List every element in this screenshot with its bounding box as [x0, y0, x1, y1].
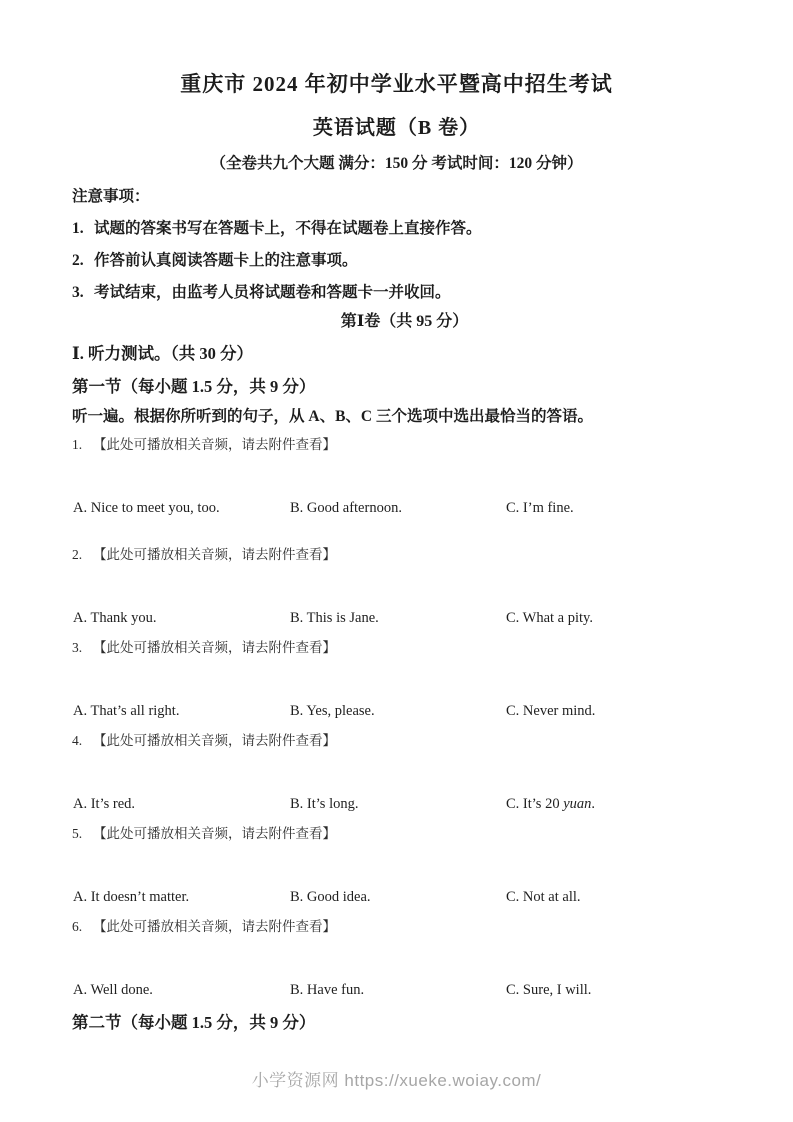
option-a: A. That’s all right.: [73, 703, 180, 719]
option-row: [73, 980, 737, 1000]
notice-number: 1.: [72, 220, 84, 237]
title-block: [0, 0, 793, 175]
notice-item: [72, 250, 737, 272]
option-b: B. Good idea.: [290, 889, 371, 905]
audio-notice-line: [72, 731, 737, 751]
option-a: A. It’s red.: [73, 796, 136, 812]
audio-notice-line: [72, 435, 737, 455]
question-number: 6.: [72, 919, 83, 934]
footer-watermark: [0, 1066, 793, 1091]
option-c: C. It’s 20 yuan.: [506, 796, 596, 812]
option-a: A. Nice to meet you, too.: [73, 500, 220, 516]
option-b: B. Yes, please.: [290, 703, 375, 719]
option-b: B. Have fun.: [290, 982, 365, 998]
notice-number: 2.: [72, 252, 84, 269]
question-item: [72, 435, 737, 518]
option-row: [73, 498, 737, 518]
option-b: B. Good afternoon.: [290, 500, 402, 516]
notice-text: 考试结束，由监考人员将试题卷和答题卡一并收回。: [94, 284, 451, 301]
paper-body: [0, 186, 793, 1035]
audio-notice-line: [72, 638, 737, 658]
option-row: [73, 701, 737, 721]
page-title: 重庆市 2024 年初中学业水平暨高中招生考试: [180, 72, 613, 96]
part1-heading: 第Ⅰ卷（共 95 分）: [340, 313, 469, 330]
notice-item: [72, 218, 737, 240]
question-number: 1.: [72, 437, 83, 452]
listening-section-heading: Ⅰ. 听力测试。（共 30 分）: [72, 344, 253, 363]
question-item: [72, 824, 737, 907]
question-number: 4.: [72, 733, 83, 748]
notice-number: 3.: [72, 284, 84, 301]
question-list: [72, 435, 737, 1000]
audio-notice-line: [72, 824, 737, 844]
option-row: [73, 608, 737, 628]
option-b: B. It’s long.: [290, 796, 359, 812]
option-c: C. Never mind.: [506, 703, 596, 719]
question-item: [72, 638, 737, 721]
notice-item: [72, 282, 737, 304]
question-item: [72, 917, 737, 1000]
option-c: C. Not at all.: [506, 889, 581, 905]
notice-text: 试题的答案书写在答题卡上，不得在试题卷上直接作答。: [94, 220, 482, 237]
option-a: A. It doesn’t matter.: [73, 889, 190, 905]
question-item: [72, 731, 737, 814]
page-subtitle: 英语试题（B 卷）: [312, 117, 481, 139]
audio-notice-line: [72, 917, 737, 937]
option-b: B. This is Jane.: [290, 610, 379, 626]
audio-notice-text: 【此处可播放相关音频，请去附件查看】: [93, 547, 336, 562]
audio-notice-text: 【此处可播放相关音频，请去附件查看】: [93, 437, 336, 452]
option-c: C. What a pity.: [506, 610, 593, 626]
audio-notice-text: 【此处可播放相关音频，请去附件查看】: [93, 919, 336, 934]
audio-notice-text: 【此处可播放相关音频，请去附件查看】: [93, 733, 336, 748]
question-number: 2.: [72, 547, 83, 562]
question-number: 5.: [72, 826, 83, 841]
section2-heading: 第二节（每小题 1.5 分，共 9 分）: [72, 1013, 316, 1032]
option-c: C. Sure, I will.: [506, 982, 592, 998]
audio-notice-text: 【此处可播放相关音频，请去附件查看】: [93, 640, 336, 655]
question-number: 3.: [72, 640, 83, 655]
audio-notice-text: 【此处可播放相关音频，请去附件查看】: [93, 826, 336, 841]
option-row: [73, 794, 737, 814]
question-item: [72, 545, 737, 628]
option-a: A. Thank you.: [73, 610, 157, 626]
option-row: [73, 887, 737, 907]
audio-notice-line: [72, 545, 737, 565]
footer-site-text: 小学资源网 https://xueke.woiay.com/: [251, 1071, 542, 1090]
section1-instruction: 听一遍。根据你所听到的句子，从 A、B、C 三个选项中选出最恰当的答语。: [72, 408, 593, 425]
section1-heading: 第一节（每小题 1.5 分，共 9 分）: [72, 377, 316, 396]
option-a: A. Well done.: [73, 982, 153, 998]
exam-meta-line: （全卷共九个大题 满分：150 分 考试时间：120 分钟）: [210, 155, 583, 172]
option-c: C. I’m fine.: [506, 500, 574, 516]
notice-text: 作答前认真阅读答题卡上的注意事项。: [94, 252, 358, 269]
notice-heading: 注意事项：: [72, 188, 150, 205]
